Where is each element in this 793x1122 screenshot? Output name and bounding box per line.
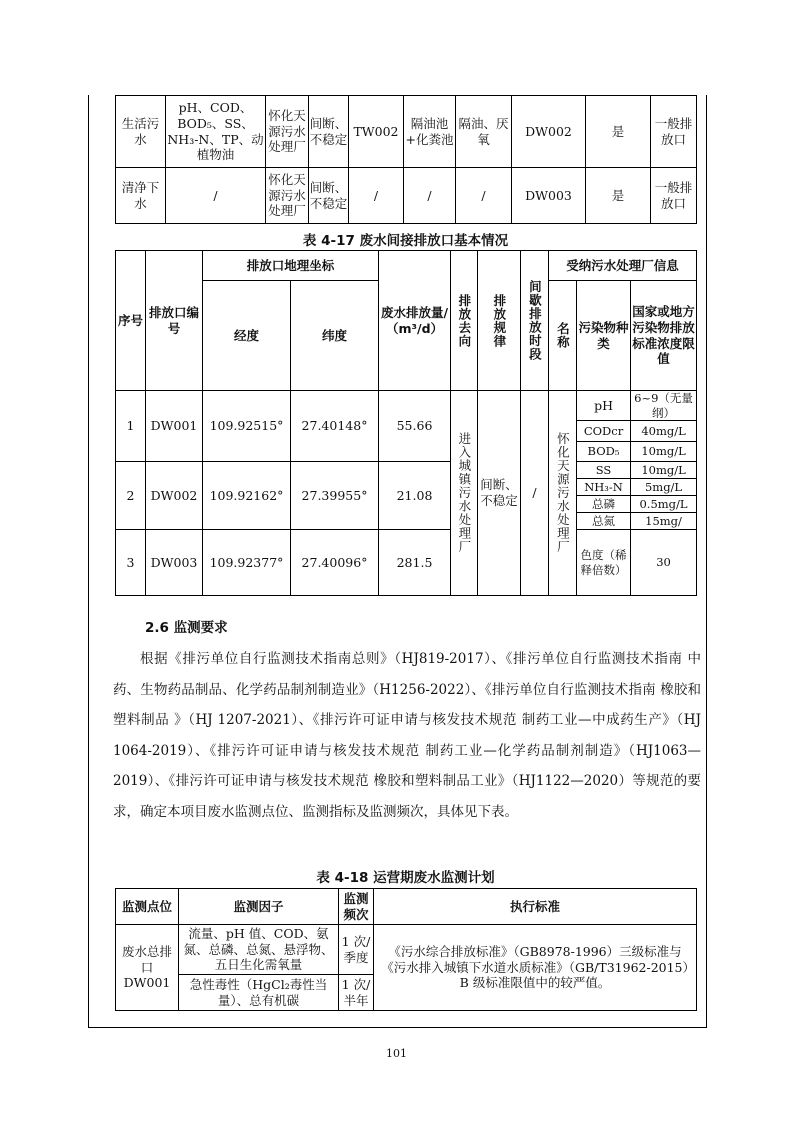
category-cell: 清净下水	[116, 168, 166, 224]
factor-header: 监测因子	[179, 889, 339, 925]
compliant-cell: 是	[586, 96, 651, 168]
category-cell: 生活污水	[116, 96, 166, 168]
longitude-cell: 109.92515°	[203, 391, 291, 462]
header-row	[116, 889, 697, 925]
latitude-header: 纬度	[291, 281, 379, 391]
latitude-cell: 27.40096°	[291, 530, 379, 596]
page-number: 101	[386, 1047, 407, 1060]
latitude-cell: 27.39955°	[291, 462, 379, 530]
pollutant-cell: BOD₅	[577, 442, 631, 462]
limit-cell: 0.5mg/L	[631, 496, 697, 513]
table-row	[116, 96, 697, 168]
pattern-header: 排放规律	[478, 251, 521, 391]
standard-header: 执行标准	[374, 889, 697, 925]
seq-cell: 2	[116, 462, 146, 530]
limit-header: 国家或地方污染物排放标准浓度限值	[631, 281, 697, 391]
section-heading: 2.6 监测要求	[145, 620, 228, 636]
pollutants-cell: /	[166, 168, 266, 224]
facility-code-cell: /	[349, 168, 404, 224]
longitude-cell: 109.92377°	[203, 530, 291, 596]
intermittent-cell: /	[521, 391, 549, 596]
table-row	[116, 462, 697, 479]
limit-cell: 10mg/L	[631, 442, 697, 462]
process-cell: 隔油池+化粪池	[404, 96, 456, 168]
process-cell: /	[404, 168, 456, 224]
method-cell: 隔油、厌氧	[456, 96, 512, 168]
pollutants-cell: pH、COD、BOD₅、SS、NH₃-N、TP、动植物油	[166, 96, 266, 168]
seq-cell: 3	[116, 530, 146, 596]
pattern-cell: 间断、不稳定	[309, 168, 349, 224]
method-cell: /	[456, 168, 512, 224]
name-header: 名称	[549, 281, 577, 391]
compliant-cell: 是	[586, 168, 651, 224]
volume-header: 废水排放量/（m³/d）	[379, 251, 451, 391]
limit-cell: 40mg/L	[631, 421, 697, 442]
pollutant-cell: pH	[577, 391, 631, 421]
limit-cell: 6~9（无量纲）	[631, 391, 697, 421]
monitoring-plan-table	[115, 888, 697, 1011]
pollutant-cell: 色度（稀释倍数）	[577, 530, 631, 596]
freq-cell: 1 次/半年	[339, 975, 374, 1011]
outlet-code-header: 排放口编号	[146, 251, 203, 391]
outlet-cell: DW003	[146, 530, 203, 596]
table-row	[116, 925, 697, 975]
outlet-cell: DW001	[146, 391, 203, 462]
volume-cell: 21.08	[379, 462, 451, 530]
volume-cell: 281.5	[379, 530, 451, 596]
limit-cell: 30	[631, 530, 697, 596]
table-caption: 表 4-18 运营期废水监测计划	[316, 870, 495, 886]
table-caption: 表 4-17 废水间接排放口基本情况	[302, 233, 509, 249]
intermittent-header: 间歇排放时段	[521, 251, 549, 391]
wastewater-table-continued	[115, 95, 697, 224]
freq-header: 监测频次	[339, 889, 374, 925]
seq-cell: 1	[116, 391, 146, 462]
freq-cell: 1 次/季度	[339, 925, 374, 975]
longitude-header: 经度	[203, 281, 291, 391]
pollutant-cell: 总氮	[577, 513, 631, 530]
pollutant-cell: 总磷	[577, 496, 631, 513]
destination-cell: 怀化天源污水处理厂	[266, 168, 309, 224]
header-row	[116, 251, 697, 281]
destination-cell: 进入城镇污水处理厂	[451, 391, 478, 596]
pattern-cell: 间断、不稳定	[309, 96, 349, 168]
facility-code-cell: TW002	[349, 96, 404, 168]
pollutant-cell: SS	[577, 462, 631, 479]
outlet-cell: DW002	[512, 96, 586, 168]
pollutant-header: 污染物种类	[577, 281, 631, 391]
outlet-cell: DW003	[512, 168, 586, 224]
table-row	[116, 391, 697, 421]
point-header: 监测点位	[116, 889, 179, 925]
limit-cell: 10mg/L	[631, 462, 697, 479]
factor-cell: 急性毒性（HgCl₂毒性当量）、总有机碳	[179, 975, 339, 1011]
factor-cell: 流量、pH 值、COD、氨氮、总磷、总氮、悬浮物、五日生化需氧量	[179, 925, 339, 975]
pollutant-cell: NH₃-N	[577, 479, 631, 496]
latitude-cell: 27.40148°	[291, 391, 379, 462]
outlet-cell: DW002	[146, 462, 203, 530]
pattern-cell: 间断、不稳定	[478, 391, 521, 596]
coord-group-header: 排放口地理坐标	[203, 251, 379, 281]
table-row	[116, 530, 697, 596]
limit-cell: 5mg/L	[631, 479, 697, 496]
type-cell: 一般排放口	[651, 96, 697, 168]
destination-cell: 怀化天源污水处理厂	[266, 96, 309, 168]
standard-cell: 《污水综合排放标准》（GB8978-1996）三级标准与《污水排入城镇下水道水质标准》（GB/T31962-2015）B 级标准限值中的较严值。	[374, 925, 697, 1011]
receiver-name-cell: 怀化天源污水处理厂	[549, 391, 577, 596]
limit-cell: 15mg/	[631, 513, 697, 530]
destination-header: 排放去向	[451, 251, 478, 391]
section-paragraph: 根据《排污单位自行监测技术指南总则》（HJ819-2017）、《排污单位自行监测技术指南 中药、生物药品制品、化学药品制剂制造业》（H1256-2022）、《排污单位自行监测技术指南 橡胶和塑料制品 》（HJ 1207-2021）、《排污许可证申请与核发技术规范 制药工业—中成药生产》（HJ 1064-2019）、《排污许可证申请与核发技术规范 制药工业—化学药品制剂制造》（HJ1063—2019）、《排污许可证申请与核发技术规范 橡胶和塑料制品工业》（HJ1122—2020）等规范的要求，确定本项目废水监测点位、监测指标及监测频次，具体见下表。	[113, 651, 701, 820]
volume-cell: 55.66	[379, 391, 451, 462]
longitude-cell: 109.92162°	[203, 462, 291, 530]
pollutant-cell: CODcr	[577, 421, 631, 442]
type-cell: 一般排放口	[651, 168, 697, 224]
indirect-outlet-table	[115, 250, 697, 596]
receiver-group-header: 受纳污水处理厂信息	[549, 251, 697, 281]
point-cell: 废水总排口 DW001	[116, 925, 179, 1011]
table-row	[116, 168, 697, 224]
seq-header: 序号	[116, 251, 146, 391]
